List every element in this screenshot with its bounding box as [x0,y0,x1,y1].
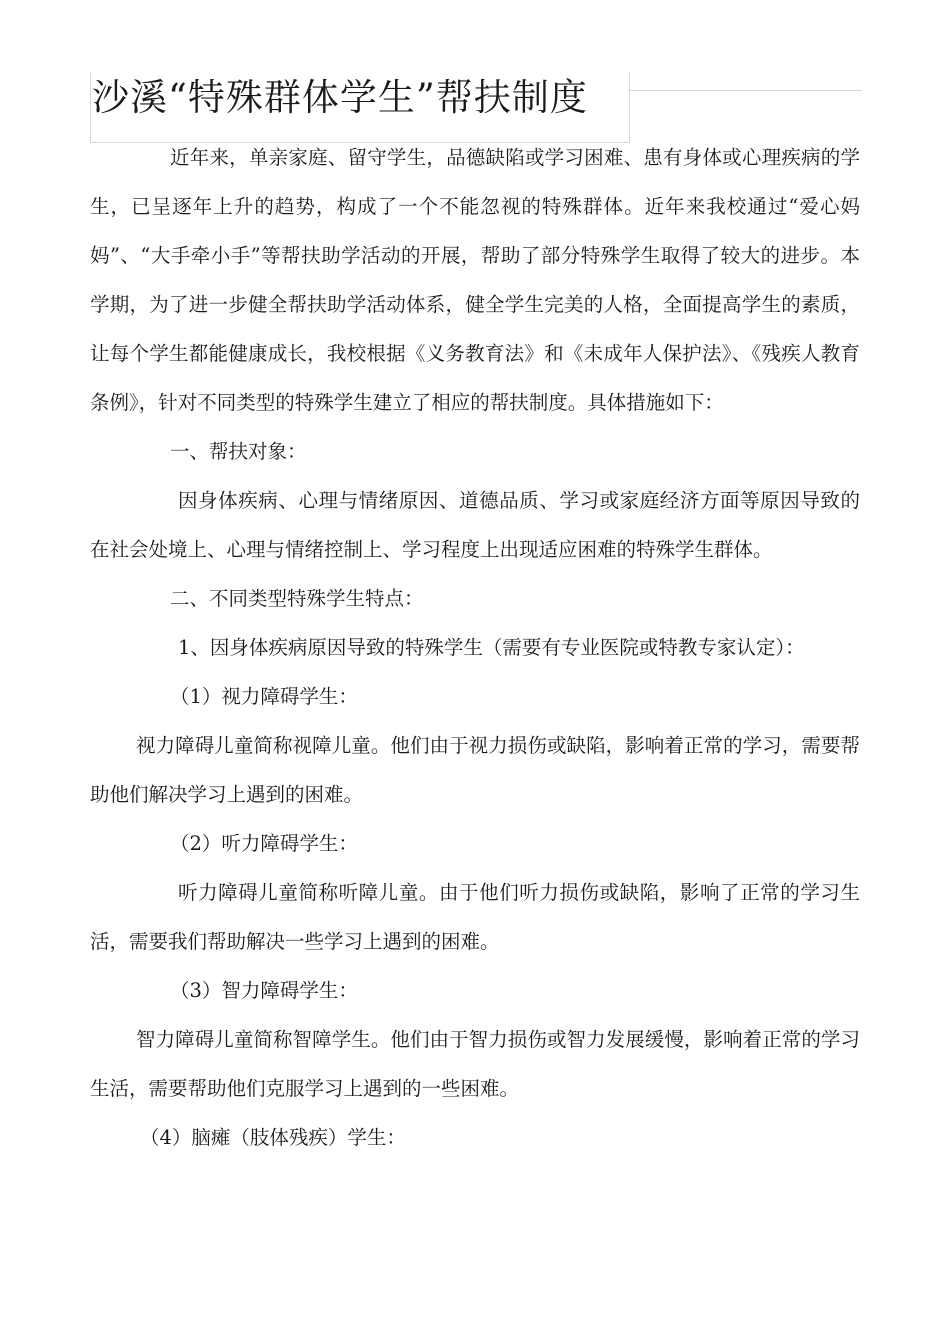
targets-paragraph: 因身体疾病、心理与情绪原因、道德品质、学习或家庭经济方面等原因导致的在社会处境上、心理与情绪控制上、学习程度上出现适应困难的特殊学生群体。 [90,489,860,561]
section-heading-targets: 一、帮扶对象： [170,440,307,463]
document-body [90,133,860,1162]
item-cerebral-palsy-heading: （4）脑瘫（肢体残疾）学生： [140,1126,406,1149]
intro-paragraph: 近年来，单亲家庭、留守学生，品德缺陷或学习困难、患有身体或心理疾病的学生，已呈逐年上升的趋势，构成了一个不能忽视的特殊群体。近年来我校通过“爱心妈妈”、“大手牵小手”等帮扶助学活动的开展，帮助了部分特殊学生取得了较大的进步。本学期，为了进一步健全帮扶助学活动体系，健全学生完美的人格，全面提高学生的素质，让每个学生都能健康成长，我校根据《义务教育法》和《未成年人保护法》、《残疾人教育条例》，针对不同类型的特殊学生建立了相应的帮扶制度。具体措施如下： [90,146,860,414]
header-rule [628,90,862,91]
section-heading-characteristics: 二、不同类型特殊学生特点： [170,587,424,610]
item-intellectual-disability-text: 智力障碍儿童简称智障学生。他们由于智力损伤或智力发展缓慢，影响着正常的学习生活，需要帮助他们克服学习上遇到的一些困难。 [90,1028,860,1100]
subsection-physical-illness: 1、因身体疾病原因导致的特殊学生（需要有专业医院或特教专家认定）： [178,636,805,659]
item-hearing-impairment-text: 听力障碍儿童简称听障儿童。由于他们听力损伤或缺陷，影响了正常的学习生活，需要我们帮助解决一些学习上遇到的困难。 [90,881,860,953]
item-visual-impairment-text: 视力障碍儿童简称视障儿童。他们由于视力损伤或缺陷，影响着正常的学习，需要帮助他们解决学习上遇到的困难。 [90,734,860,806]
document-title: 沙溪“特殊群体学生”帮扶制度 [92,76,588,119]
item-intellectual-disability-heading: （3）智力障碍学生： [170,979,358,1002]
item-visual-impairment-heading: （1）视力障碍学生： [170,685,358,708]
item-hearing-impairment-heading: （2）听力障碍学生： [170,832,358,855]
